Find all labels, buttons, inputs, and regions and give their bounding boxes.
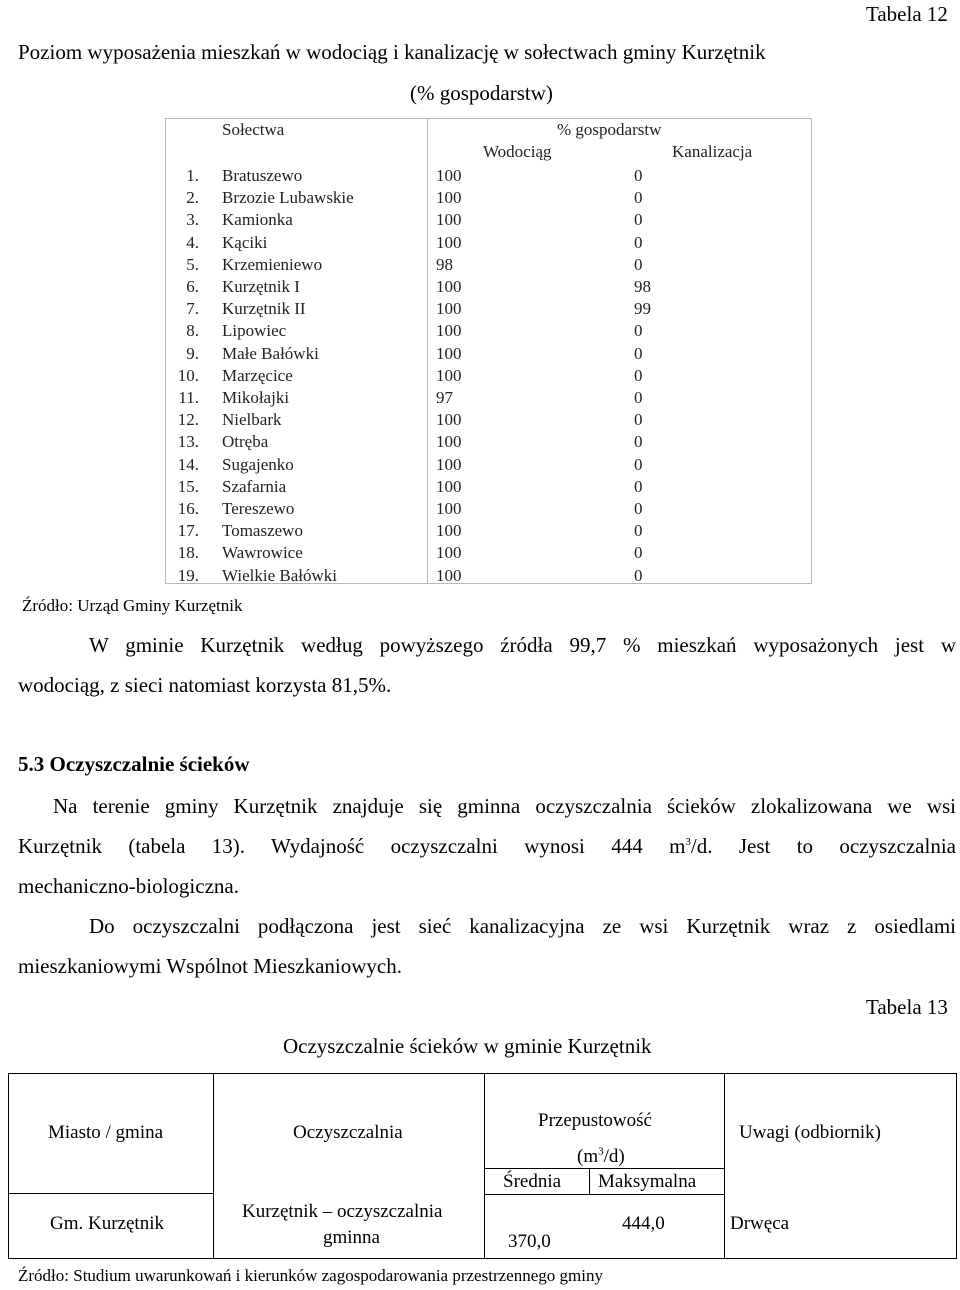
row-name: Lipowiec bbox=[222, 321, 287, 341]
table13-source: Źródło: Studium uwarunkowań i kierunków zagospodarowania przestrzennego gminy bbox=[18, 1266, 603, 1285]
row-name: Kurzętnik II bbox=[222, 299, 306, 319]
row-kanalizacja: 0 bbox=[634, 343, 643, 363]
row-kanalizacja: 0 bbox=[634, 166, 643, 185]
cell-oczyszczalnia-line1: Kurzętnik – oczyszczalnia bbox=[242, 1201, 443, 1222]
superscript: 3 bbox=[685, 836, 691, 848]
row-wodociag: 100 bbox=[436, 432, 462, 452]
row-number: 19. bbox=[177, 565, 199, 585]
paragraph-2-line bbox=[18, 826, 956, 866]
row-number: 8. bbox=[186, 321, 199, 341]
row-kanalizacja: 0 bbox=[634, 321, 643, 341]
row-number: 6. bbox=[186, 277, 199, 296]
header-wodociag: Wodociąg bbox=[483, 142, 552, 161]
row-wodociag: 100 bbox=[436, 210, 462, 230]
row-kanalizacja: 0 bbox=[634, 476, 643, 496]
row-kanalizacja: 0 bbox=[634, 499, 643, 518]
paragraph-1-line: wodociąg, z sieci natomiast korzysta 81,5%. bbox=[18, 673, 392, 697]
row-number: 9. bbox=[186, 343, 199, 363]
table-row bbox=[165, 543, 812, 565]
row-number: 4. bbox=[186, 232, 199, 252]
header-uwagi: Uwagi (odbiornik) bbox=[739, 1122, 881, 1143]
table-row bbox=[165, 366, 812, 388]
table-border bbox=[8, 1073, 9, 1259]
row-name: Nielbark bbox=[222, 410, 282, 430]
table-border bbox=[589, 1168, 590, 1194]
row-name: Kąciki bbox=[222, 232, 268, 252]
table-row bbox=[165, 277, 812, 299]
row-wodociag: 100 bbox=[436, 565, 462, 585]
header-przepustowosc: Przepustowość bbox=[538, 1110, 652, 1131]
row-name: Krzemieniewo bbox=[222, 254, 323, 274]
table-border bbox=[8, 1193, 213, 1194]
row-kanalizacja: 99 bbox=[634, 299, 651, 319]
row-kanalizacja: 0 bbox=[634, 188, 643, 208]
row-name: Wawrowice bbox=[222, 543, 303, 563]
row-kanalizacja: 0 bbox=[634, 543, 643, 563]
header-group: % gospodarstw bbox=[557, 120, 662, 139]
row-kanalizacja: 0 bbox=[634, 210, 643, 230]
table-border bbox=[8, 1073, 957, 1074]
row-wodociag: 100 bbox=[436, 476, 462, 496]
header-unit bbox=[577, 1146, 625, 1168]
table12 bbox=[165, 118, 812, 584]
row-number: 5. bbox=[186, 254, 199, 274]
row-number: 18. bbox=[177, 543, 199, 563]
row-kanalizacja: 0 bbox=[634, 388, 643, 407]
row-wodociag: 100 bbox=[436, 299, 462, 319]
table12-title: Poziom wyposażenia mieszkań w wodociąg i kanalizację w sołectwach gminy Kurzętnik bbox=[18, 40, 766, 64]
row-number: 14. bbox=[177, 454, 199, 474]
cell-oczyszczalnia-line2: gminna bbox=[323, 1227, 380, 1248]
row-wodociag: 100 bbox=[436, 521, 462, 541]
row-name: Kamionka bbox=[222, 210, 293, 230]
table-border bbox=[165, 118, 812, 119]
row-wodociag: 100 bbox=[436, 343, 462, 363]
row-number: 16. bbox=[177, 499, 199, 518]
paragraph-2-line: Na terenie gminy Kurzętnik znajduje się gminna oczyszczalnia ścieków zlokalizowana we wsi bbox=[53, 794, 956, 818]
paragraph-1 bbox=[18, 625, 956, 705]
row-wodociag: 100 bbox=[436, 499, 462, 518]
row-wodociag: 98 bbox=[436, 254, 453, 274]
row-kanalizacja: 0 bbox=[634, 410, 643, 430]
row-wodociag: 100 bbox=[436, 543, 462, 563]
row-kanalizacja: 0 bbox=[634, 254, 643, 274]
row-name: Kurzętnik I bbox=[222, 277, 300, 296]
paragraph-3-line: mieszkaniowymi Wspólnot Mieszkaniowych. bbox=[18, 954, 402, 978]
header-kanalizacja: Kanalizacja bbox=[672, 142, 753, 161]
table-row bbox=[165, 344, 812, 366]
row-wodociag: 100 bbox=[436, 166, 462, 185]
text-fragment: (m bbox=[577, 1146, 599, 1167]
row-wodociag: 100 bbox=[436, 365, 462, 385]
table-row bbox=[165, 477, 812, 499]
text-fragment: /d) bbox=[603, 1146, 625, 1167]
table-row bbox=[165, 410, 812, 432]
cell-uwagi: Drwęca bbox=[730, 1213, 790, 1234]
table12-source: Źródło: Urząd Gminy Kurzętnik bbox=[22, 596, 243, 615]
table-row bbox=[165, 233, 812, 255]
table-row bbox=[165, 388, 812, 410]
row-wodociag: 100 bbox=[436, 454, 462, 474]
row-wodociag: 100 bbox=[436, 277, 462, 296]
paragraph-2 bbox=[18, 786, 956, 906]
row-name: Małe Bałówki bbox=[222, 343, 319, 363]
paragraph-3 bbox=[18, 906, 956, 986]
row-number: 7. bbox=[186, 299, 199, 319]
table13 bbox=[8, 1073, 957, 1259]
row-number: 1. bbox=[186, 166, 199, 185]
paragraph-3-line: Do oczyszczalni podłączona jest sieć kanalizacyjna ze wsi Kurzętnik wraz z osiedlami bbox=[89, 914, 956, 938]
row-wodociag: 100 bbox=[436, 188, 462, 208]
table-row bbox=[165, 166, 812, 188]
section-heading: 5.3 Oczyszczalnie ścieków bbox=[18, 752, 250, 776]
row-kanalizacja: 0 bbox=[634, 432, 643, 452]
row-number: 13. bbox=[177, 432, 199, 452]
table13-title: Oczyszczalnie ścieków w gminie Kurzętnik bbox=[283, 1034, 652, 1058]
row-name: Bratuszewo bbox=[222, 166, 303, 185]
cell-maksymalna: 444,0 bbox=[622, 1213, 665, 1234]
row-number: 11. bbox=[178, 388, 199, 407]
table-border bbox=[724, 1073, 725, 1259]
table-row bbox=[165, 455, 812, 477]
cell-srednia: 370,0 bbox=[508, 1231, 551, 1252]
cell-miasto: Gm. Kurzętnik bbox=[50, 1213, 164, 1234]
table-row bbox=[165, 255, 812, 277]
row-name: Szafarnia bbox=[222, 476, 287, 496]
row-wodociag: 97 bbox=[436, 388, 453, 407]
table-border bbox=[484, 1073, 485, 1259]
row-kanalizacja: 0 bbox=[634, 454, 643, 474]
row-name: Otręba bbox=[222, 432, 269, 452]
table-row bbox=[165, 499, 812, 521]
superscript: 3 bbox=[598, 1145, 604, 1158]
paragraph-1-line: W gminie Kurzętnik według powyższego źródła 99,7 % mieszkań wyposażonych jest w bbox=[89, 633, 956, 657]
header-srednia: Średnia bbox=[503, 1171, 562, 1192]
table-border bbox=[8, 1258, 957, 1259]
table-border bbox=[213, 1073, 214, 1259]
table-border bbox=[484, 1168, 724, 1169]
row-name: Brzozie Lubawskie bbox=[222, 188, 354, 208]
header-solectwa: Sołectwa bbox=[222, 120, 285, 139]
row-kanalizacja: 98 bbox=[634, 277, 651, 296]
row-wodociag: 100 bbox=[436, 232, 462, 252]
row-number: 12. bbox=[177, 410, 199, 430]
table13-label: Tabela 13 bbox=[866, 995, 948, 1019]
table-border bbox=[484, 1194, 724, 1195]
row-number: 15. bbox=[177, 476, 199, 496]
table-row bbox=[165, 299, 812, 321]
table-border bbox=[956, 1073, 957, 1259]
row-name: Tereszewo bbox=[222, 499, 295, 518]
row-number: 17. bbox=[177, 521, 199, 541]
text-fragment: Kurzętnik (tabela 13). Wydajność oczyszczalni wynosi 444 m bbox=[18, 834, 686, 858]
table-row bbox=[165, 521, 812, 543]
row-name: Wielkie Bałówki bbox=[222, 565, 337, 585]
row-name: Marzęcice bbox=[222, 365, 293, 385]
row-name: Tomaszewo bbox=[222, 521, 303, 541]
header-miasto: Miasto / gmina bbox=[48, 1122, 164, 1143]
row-kanalizacja: 0 bbox=[634, 565, 643, 585]
row-number: 3. bbox=[186, 210, 199, 230]
header-oczyszczalnia: Oczyszczalnia bbox=[293, 1122, 403, 1143]
row-number: 10. bbox=[177, 365, 199, 385]
table-row bbox=[165, 210, 812, 232]
table-row bbox=[165, 566, 812, 588]
text-fragment: /d. Jest to oczyszczalnia bbox=[690, 834, 956, 858]
table12-subtitle: (% gospodarstw) bbox=[410, 81, 553, 105]
row-wodociag: 100 bbox=[436, 321, 462, 341]
row-kanalizacja: 0 bbox=[634, 521, 643, 541]
row-kanalizacja: 0 bbox=[634, 232, 643, 252]
row-number: 2. bbox=[186, 188, 199, 208]
table-row bbox=[165, 321, 812, 343]
row-kanalizacja: 0 bbox=[634, 365, 643, 385]
table12-label: Tabela 12 bbox=[866, 2, 948, 26]
table-row bbox=[165, 432, 812, 454]
paragraph-2-line: mechaniczno-biologiczna. bbox=[18, 874, 239, 898]
header-maksymalna: Maksymalna bbox=[598, 1171, 697, 1192]
row-name: Mikołajki bbox=[222, 388, 290, 407]
row-name: Sugajenko bbox=[222, 454, 294, 474]
row-wodociag: 100 bbox=[436, 410, 462, 430]
table-row bbox=[165, 188, 812, 210]
